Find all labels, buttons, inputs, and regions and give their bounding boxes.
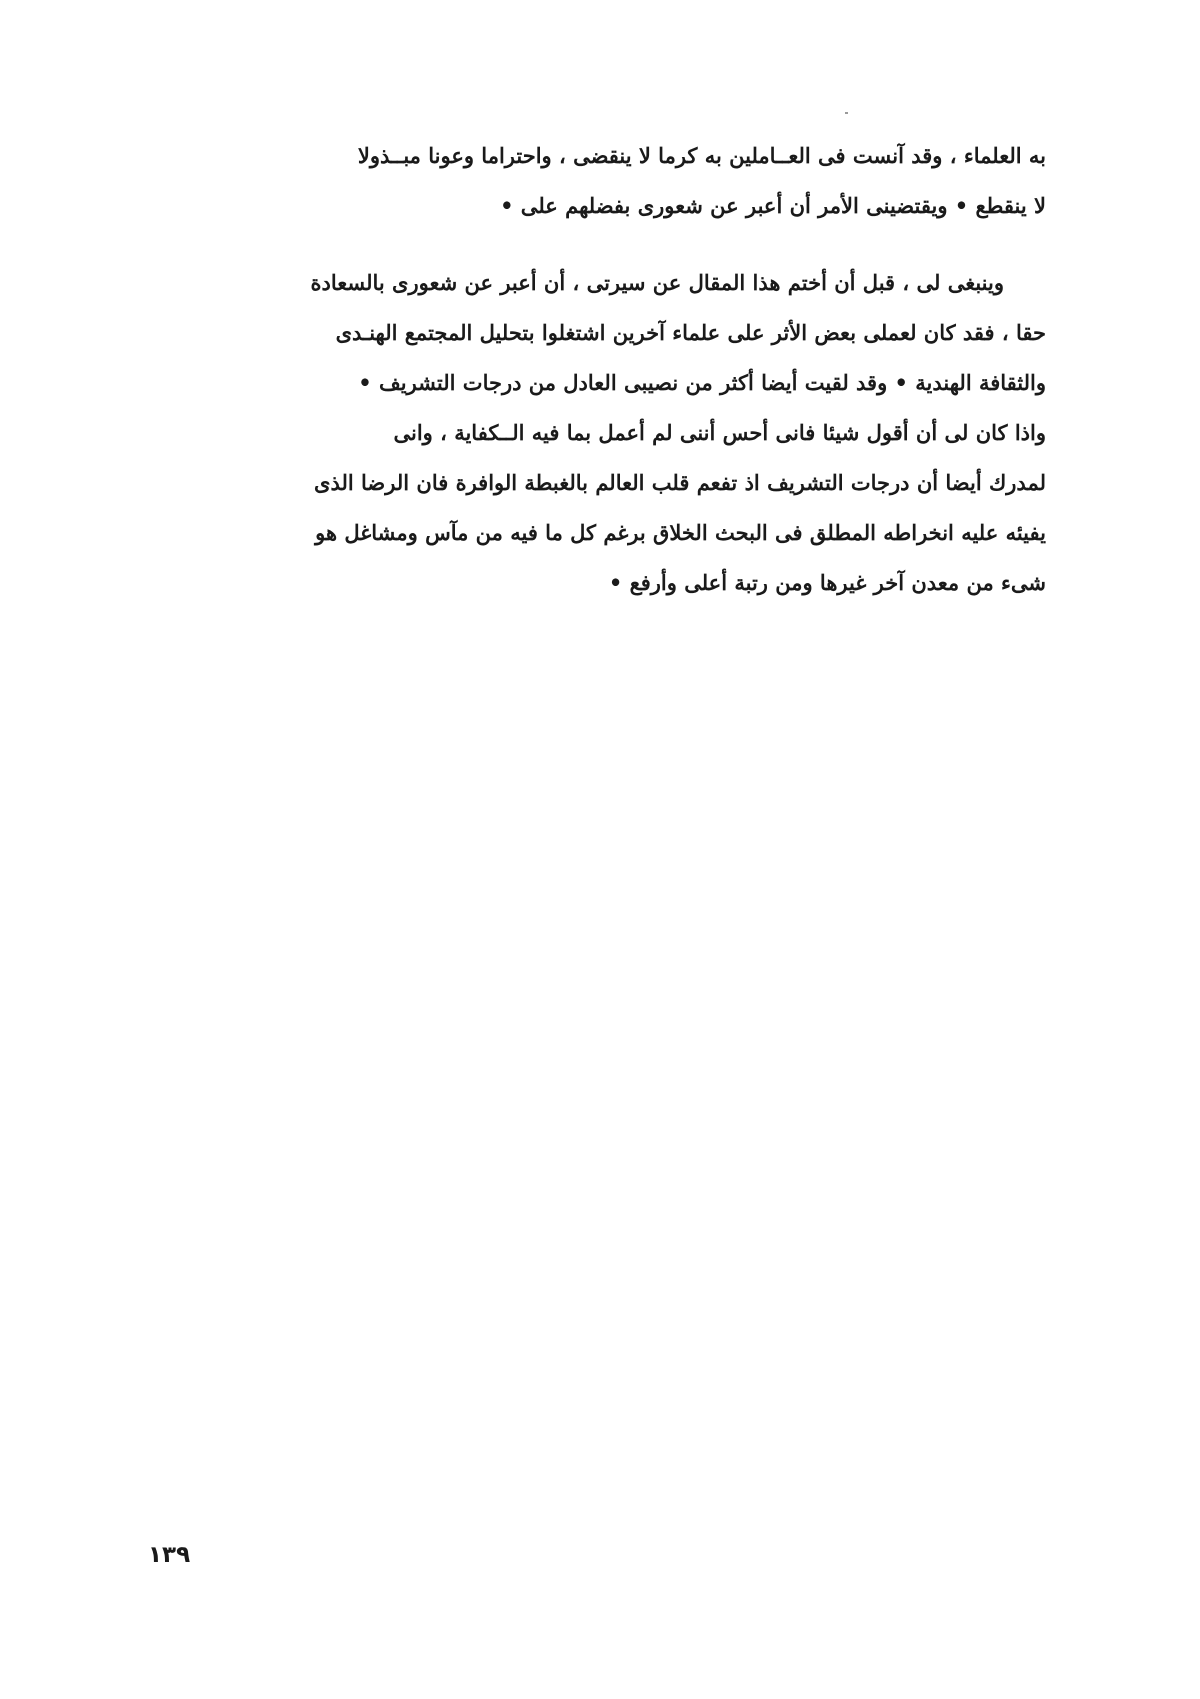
page-number: ١٣٩: [148, 1542, 191, 1568]
text-line: لمدرك أيضا أن درجات التشريف اذ تفعم قلب العالم بالغبطة الوافرة فان الرضا الذى: [314, 470, 1046, 495]
text-line: واذا كان لى أن أقول شيئا فانى أحس أننى لم أعمل بما فيه الــكفاية ، وانى: [393, 420, 1046, 445]
text-line: شىء من معدن آخر غيرها ومن رتبة أعلى وأرفع •: [608, 570, 1046, 595]
text-line: لا ينقطع • ويقتضينى الأمر أن أعبر عن شعورى بفضلهم على •: [500, 193, 1046, 218]
scan-speck: [845, 112, 848, 114]
text-line: يفيئه عليه انخراطه المطلق فى البحث الخلاق برغم كل ما فيه من مآس ومشاغل هو: [315, 520, 1046, 545]
text-line: والثقافة الهندية • وقد لقيت أيضا أكثر من نصيبى العادل من درجات التشريف •: [358, 370, 1046, 395]
text-line: وينبغى لى ، قبل أن أختم هذا المقال عن سيرتى ، أن أعبر عن شعورى بالسعادة: [310, 270, 1004, 295]
paragraph-1: [148, 131, 1046, 231]
text-line: به العلماء ، وقد آنست فى العــاملين به كرما لا ينقضى ، واحتراما وعونا مبــذولا: [357, 143, 1046, 168]
text-line: حقا ، فقد كان لعملى بعض الأثر على علماء آخرين اشتغلوا بتحليل المجتمع الهنـدى: [335, 320, 1046, 345]
paragraph-2: [148, 258, 1046, 608]
